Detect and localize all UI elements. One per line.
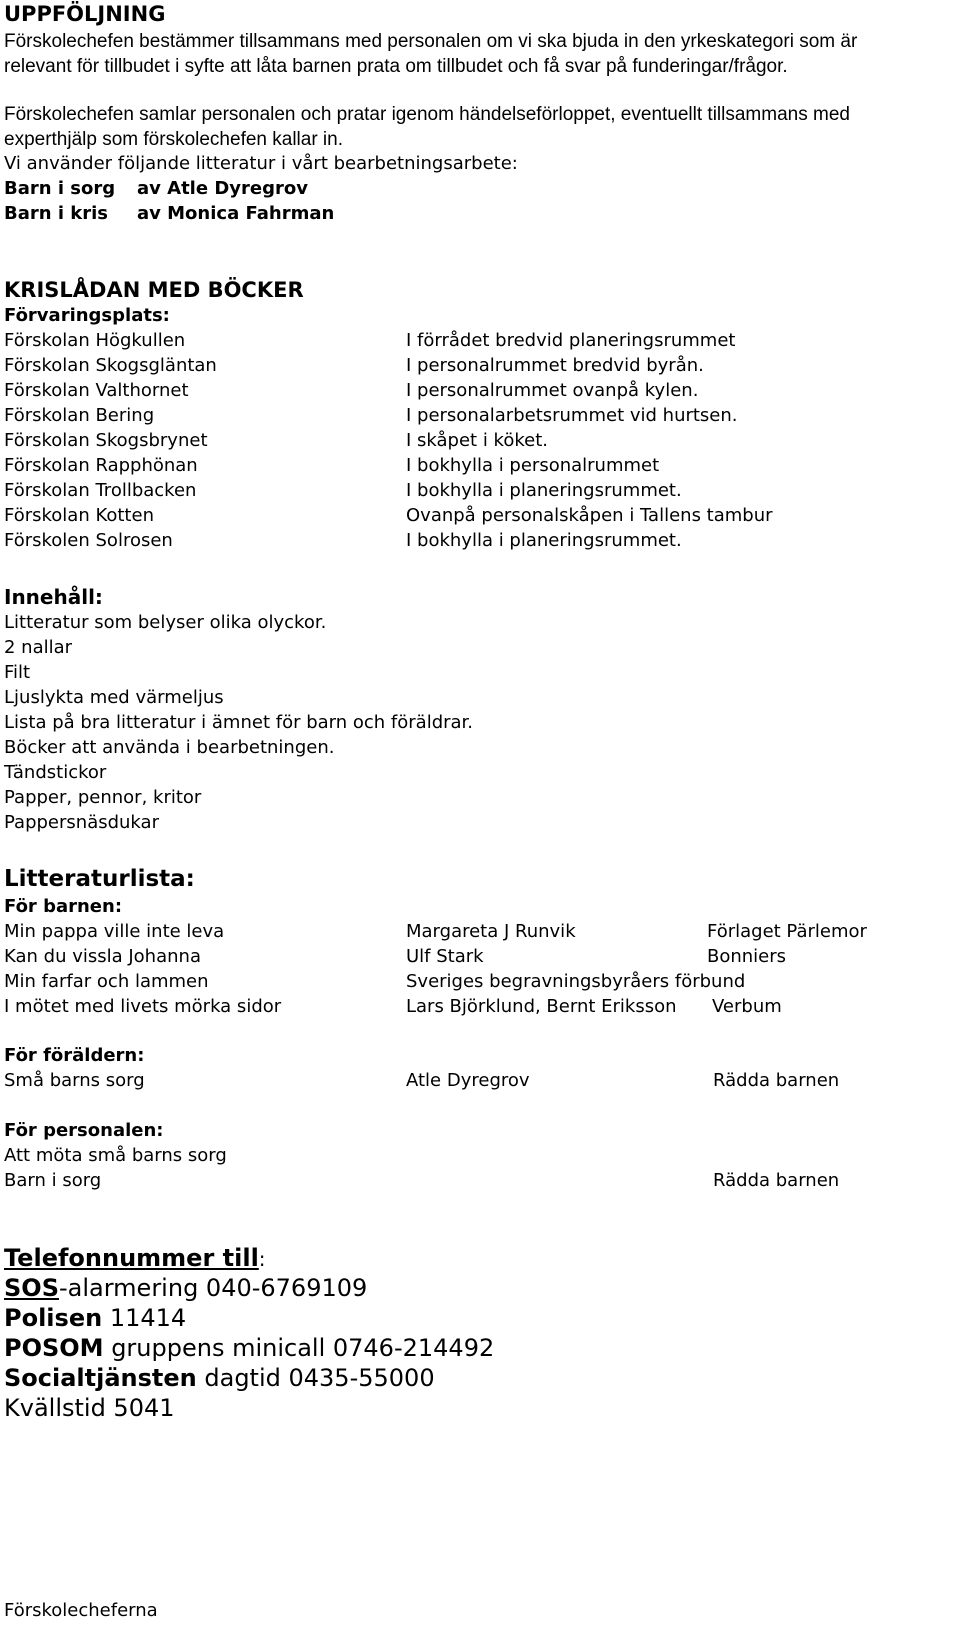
list-item: Pappersnäsdukar: [4, 812, 159, 833]
list-item: Böcker att använda i bearbetningen.: [4, 737, 335, 758]
location-place: I skåpet i köket.: [406, 430, 548, 451]
lit-author: Margareta J Runvik: [406, 921, 576, 942]
book-author: av Monica Fahrman: [137, 203, 335, 224]
lit-title: Min pappa ville inte leva: [4, 921, 225, 942]
location-school: Förskolan Rapphönan: [4, 455, 198, 476]
lit-publisher: Rädda barnen: [713, 1170, 840, 1191]
lit-title: Barn i sorg: [4, 1170, 102, 1191]
book-title: Barn i sorg: [4, 178, 116, 199]
lit-author: Lars Björklund, Bernt Eriksson: [406, 996, 677, 1017]
followup-para2-line1: Förskolechefen samlar personalen och pratar igenom händelseförloppet, eventuellt tillsammans med: [4, 104, 850, 125]
followup-heading: UPPFÖLJNING: [4, 2, 166, 26]
followup-para3: Vi använder följande litteratur i vårt bearbetningsarbete:: [4, 153, 518, 174]
location-school: Förskolan Skogsbrynet: [4, 430, 208, 451]
list-item: Ljuslykta med värmeljus: [4, 687, 224, 708]
children-heading: För barnen:: [4, 896, 123, 917]
location-place: I personalrummet bredvid byrån.: [406, 355, 704, 376]
lit-title: Kan du vissla Johanna: [4, 946, 201, 967]
phone-entry: [4, 1364, 435, 1392]
phones-heading: Telefonnummer till: [4, 1244, 259, 1272]
phones-heading-colon: :: [258, 1247, 266, 1271]
location-school: Förskolan Valthornet: [4, 380, 189, 401]
book-author: av Atle Dyregrov: [137, 178, 308, 199]
location-place: I bokhylla i personalrummet: [406, 455, 660, 476]
location-place: I förrådet bredvid planeringsrummet: [406, 330, 736, 351]
phone-entry-number: dagtid 0435-55000: [196, 1364, 435, 1392]
location-place: I bokhylla i planeringsrummet.: [406, 530, 682, 551]
followup-para2-line2: experthjälp som förskolechefen kallar in.: [4, 129, 344, 150]
location-place: I personalarbetsrummet vid hurtsen.: [406, 405, 738, 426]
lit-author: Atle Dyregrov: [406, 1070, 530, 1091]
location-place: I personalrummet ovanpå kylen.: [406, 380, 699, 401]
literature-heading: Litteraturlista:: [4, 866, 195, 892]
list-item: Tändstickor: [4, 762, 107, 783]
phone-entry-number: gruppens minicall 0746-214492: [103, 1334, 495, 1362]
lit-publisher: Verbum: [712, 996, 782, 1017]
signature: Förskolecheferna: [4, 1600, 158, 1621]
list-item: Litteratur som belyser olika olyckor.: [4, 612, 327, 633]
lit-title: Att möta små barns sorg: [4, 1145, 227, 1166]
followup-para1-line2: relevant för tillbudet i syfte att låta barnen prata om tillbudet och få svar på funderingar/frågor.: [4, 56, 788, 77]
followup-para1-line1: Förskolechefen bestämmer tillsammans med personalen om vi ska bjuda in den yrkeskategori som är: [4, 31, 858, 52]
phone-entry-number: -alarmering 040-6769109: [58, 1274, 368, 1302]
lit-publisher: Rädda barnen: [713, 1070, 840, 1091]
lit-author: Sveriges begravningsbyråers förbund: [406, 971, 746, 992]
crisisbox-heading: KRISLÅDAN MED BÖCKER: [4, 278, 304, 302]
lit-title: Min farfar och lammen: [4, 971, 209, 992]
phone-entry-name: Polisen: [4, 1304, 103, 1332]
phone-evening: Kvällstid 5041: [4, 1394, 175, 1422]
phone-entry-name: POSOM: [4, 1334, 104, 1362]
location-school: Förskolan Högkullen: [4, 330, 186, 351]
location-place: Ovanpå personalskåpen i Tallens tambur: [406, 505, 773, 526]
lit-author: Ulf Stark: [406, 946, 484, 967]
parents-heading: För föräldern:: [4, 1045, 145, 1066]
lit-publisher: Bonniers: [707, 946, 787, 967]
location-place: I bokhylla i planeringsrummet.: [406, 480, 682, 501]
lit-title: I mötet med livets mörka sidor: [4, 996, 282, 1017]
location-school: Förskolen Solrosen: [4, 530, 173, 551]
phone-entry: [4, 1274, 367, 1302]
list-item: Lista på bra litteratur i ämnet för barn och föräldrar.: [4, 712, 474, 733]
phone-entry-name: Socialtjänsten: [4, 1364, 197, 1392]
book-title: Barn i kris: [4, 203, 108, 224]
staff-heading: För personalen:: [4, 1120, 164, 1141]
location-school: Förskolan Trollbacken: [4, 480, 197, 501]
list-item: Filt: [4, 662, 31, 683]
phone-entry-number: 11414: [102, 1304, 187, 1332]
location-school: Förskolan Kotten: [4, 505, 154, 526]
location-school: Förskolan Bering: [4, 405, 155, 426]
list-item: Papper, pennor, kritor: [4, 787, 202, 808]
contents-heading: Innehåll:: [4, 585, 103, 609]
lit-publisher: Förlaget Pärlemor: [707, 921, 867, 942]
lit-title: Små barns sorg: [4, 1070, 145, 1091]
location-school: Förskolan Skogsgläntan: [4, 355, 217, 376]
phone-entry: [4, 1334, 494, 1362]
list-item: 2 nallar: [4, 637, 73, 658]
phone-entry-name: SOS: [4, 1274, 59, 1302]
phone-entry: [4, 1304, 186, 1332]
phones-heading-row: [4, 1244, 266, 1272]
crisisbox-subheading: Förvaringsplats:: [4, 305, 170, 326]
